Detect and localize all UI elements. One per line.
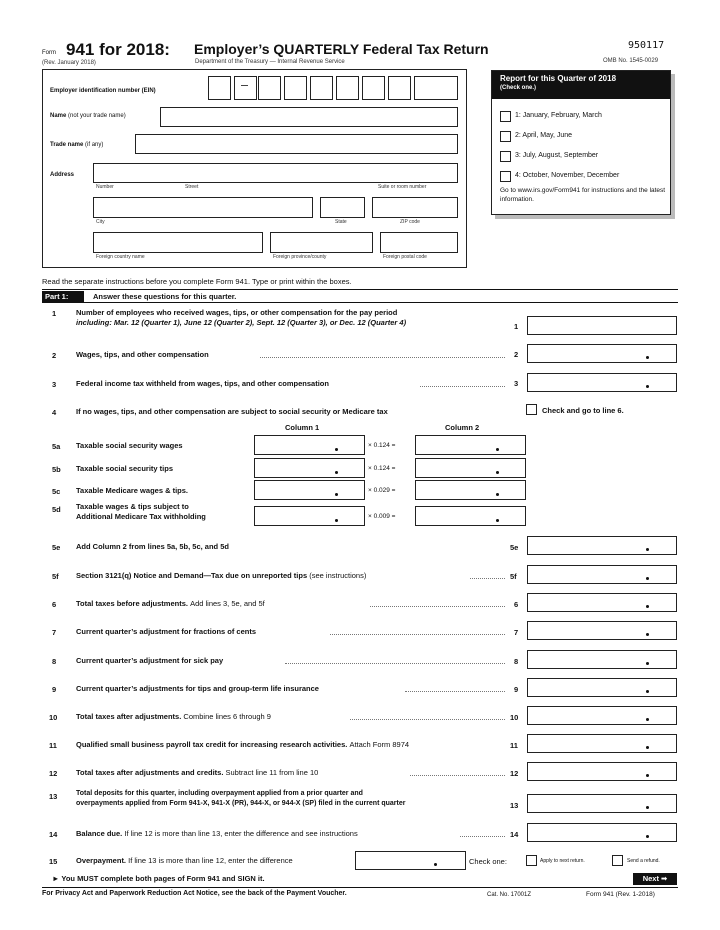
line-14-number: 14	[49, 830, 58, 839]
line-5c-col2-field[interactable]	[415, 480, 526, 500]
line-5d-col2-field[interactable]	[415, 506, 526, 526]
line-5a-text: Taxable social security wages	[76, 441, 183, 450]
form-reference: Form 941 (Rev. 1-2018)	[586, 891, 655, 898]
line-11-field[interactable]	[527, 734, 677, 753]
line-1-text-a: Number of employees who received wages, tips, or other compensation for the pay period	[76, 308, 398, 317]
ein-digit-9[interactable]	[414, 76, 458, 100]
column-2-heading: Column 2	[445, 423, 480, 432]
line-13-text-b: overpayments applied from Form 941-X, 941-X (PR), 944-X, or 944-X (SP) filed in the current quarter	[76, 800, 406, 807]
send-refund-checkbox[interactable]	[612, 855, 623, 866]
form-revision: (Rev. January 2018)	[42, 60, 96, 66]
suite-caption: Suite or room number	[378, 184, 427, 190]
column-1-heading: Column 1	[285, 423, 320, 432]
line-9-text: Current quarter’s adjustments for tips and group-term life insurance	[76, 684, 319, 693]
line-5d-text	[76, 502, 206, 522]
line-2-text: Wages, tips, and other compensation	[76, 350, 209, 359]
line-2-box-label: 2	[514, 350, 519, 359]
line-1-box-label: 1	[514, 322, 519, 331]
line-5f-leader	[470, 578, 505, 579]
quarter-1-checkbox[interactable]	[500, 111, 511, 122]
line-13-text	[76, 789, 405, 809]
line-12-text-main: Total taxes after adjustments and credits.	[76, 768, 224, 777]
line-12-box-label: 12	[510, 769, 519, 778]
quarter-title: Report for this Quarter of 2018	[500, 74, 617, 83]
line-5f-number: 5f	[52, 572, 59, 581]
line-7-text: Current quarter’s adjustment for fractions of cents	[76, 627, 257, 636]
line-12-text	[76, 768, 318, 778]
line-12-number: 12	[49, 769, 58, 778]
apply-next-return-label: Apply to next return.	[540, 858, 585, 864]
footer-rule	[42, 887, 678, 888]
ein-digit-3[interactable]	[258, 76, 281, 100]
line-5c-text: Taxable Medicare wages & tips.	[76, 486, 188, 495]
line-8-field[interactable]	[527, 650, 677, 669]
number-caption: Number	[96, 184, 114, 190]
foreign-country-caption: Foreign country name	[96, 254, 145, 260]
line-3-text: Federal income tax withheld from wages, tips, and other compensation	[76, 379, 329, 388]
name-hint: (not your trade name)	[68, 113, 126, 119]
privacy-notice: For Privacy Act and Paperwork Reduction Act Notice, see the back of the Payment Voucher.	[42, 890, 347, 897]
quarter-subtitle: (Check one.)	[500, 85, 537, 91]
line-6-hint: Add lines 3, 5e, and 5f	[190, 599, 265, 608]
line-6-box-label: 6	[514, 600, 519, 609]
part1-tag: Part 1:	[42, 291, 84, 302]
line-13-field[interactable]	[527, 794, 677, 813]
quarter-2-label: 2: April, May, June	[515, 132, 573, 139]
line-5f-text	[76, 571, 366, 581]
line-3-number: 3	[52, 380, 57, 389]
line-11-text-main: Qualified small business payroll tax credit for increasing research activities.	[76, 740, 348, 749]
address-street-field[interactable]	[93, 163, 458, 183]
line-8-text: Current quarter’s adjustment for sick pay	[76, 656, 224, 665]
instructions-text: Read the separate instructions before you complete Form 941. Type or print within the boxes.	[42, 277, 352, 286]
trade-name-field[interactable]	[135, 134, 458, 154]
line-11-text	[76, 740, 409, 750]
line-12-hint: Subtract line 11 from line 10	[225, 768, 319, 777]
line-5b-col1-field[interactable]	[254, 458, 365, 478]
line-5a-col2-field[interactable]	[415, 435, 526, 455]
city-caption: City	[96, 219, 105, 225]
line-5f-field[interactable]	[527, 565, 677, 584]
line-7-box-label: 7	[514, 628, 519, 637]
line-1-text-b: including: Mar. 12 (Quarter 1), June 12 (Quarter 2), Sept. 12 (Quarter 3), or Dec. 12 (Quarter 4)	[76, 318, 407, 327]
form-word: Form	[42, 50, 56, 56]
line-14-hint: If line 12 is more than line 13, enter the difference and see instructions	[124, 829, 358, 838]
line-15-text-main: Overpayment.	[76, 856, 127, 865]
line-9-box-label: 9	[514, 685, 519, 694]
line-5e-text: Add Column 2 from lines 5a, 5b, 5c, and 5d	[76, 542, 229, 551]
ein-dash	[241, 85, 248, 86]
line-5b-number: 5b	[52, 465, 61, 474]
line-14-field[interactable]	[527, 823, 677, 842]
state-caption: State	[335, 219, 347, 225]
line-5d-text-b: Additional Medicare Tax withholding	[76, 512, 206, 521]
trade-name-label: Trade name	[50, 142, 84, 148]
trade-name-hint: (if any)	[85, 142, 104, 148]
line-5b-col2-field[interactable]	[415, 458, 526, 478]
line-9-number: 9	[52, 685, 57, 694]
line-6-text-main: Total taxes before adjustments.	[76, 599, 188, 608]
form-title: Employer’s QUARTERLY Federal Tax Return	[194, 41, 489, 57]
line-8-number: 8	[52, 657, 57, 666]
line-10-text	[76, 712, 271, 722]
ein-digit-8[interactable]	[388, 76, 411, 100]
line-13-box-label: 13	[510, 801, 519, 810]
line-4-checkbox[interactable]	[526, 404, 537, 415]
address-label: Address	[50, 172, 75, 178]
line-5d-multiplier: × 0.009 =	[368, 513, 396, 520]
ein-digit-1[interactable]	[208, 76, 231, 100]
line-6-number: 6	[52, 600, 57, 609]
line-12-leader	[410, 775, 505, 776]
line-13-text-a: Total deposits for this quarter, including overpayment applied from a prior quarter and	[76, 790, 363, 797]
line-15-field[interactable]	[355, 851, 466, 870]
line-2-number: 2	[52, 351, 57, 360]
line-1-text	[76, 308, 406, 328]
quarter-3-label: 3: July, August, September	[515, 152, 599, 159]
ein-digit-2[interactable]	[234, 76, 257, 100]
line-5f-text-main: Section 3121(q) Notice and Demand—Tax due on unreported tips	[76, 571, 308, 580]
line-1-field[interactable]	[527, 316, 677, 335]
line-6-field[interactable]	[527, 593, 677, 612]
line-5d-col1-field[interactable]	[254, 506, 365, 526]
ein-digit-7[interactable]	[362, 76, 385, 100]
line-3-leader	[420, 386, 505, 387]
apply-next-return-checkbox[interactable]	[526, 855, 537, 866]
line-5d-number: 5d	[52, 505, 61, 514]
line-5b-text: Taxable social security tips	[76, 464, 173, 473]
zip-caption: ZIP code	[400, 219, 420, 225]
line-11-box-label: 11	[510, 741, 518, 750]
line-7-field[interactable]	[527, 621, 677, 640]
part1-rule	[42, 289, 678, 290]
foreign-postal-caption: Foreign postal code	[383, 254, 427, 260]
state-field[interactable]	[320, 197, 365, 218]
line-10-leader	[350, 719, 505, 720]
quarter-note: Go to www.irs.gov/Form941 for instructions and the latest information.	[500, 187, 666, 203]
ein-digit-5[interactable]	[310, 76, 333, 100]
line-11-number: 11	[49, 741, 57, 750]
send-refund-label: Send a refund.	[627, 858, 660, 864]
trade-label-group	[50, 142, 103, 148]
line-1-number: 1	[52, 309, 57, 318]
city-field[interactable]	[93, 197, 313, 218]
foreign-province-caption: Foreign province/county	[273, 254, 327, 260]
quarter-1-label: 1: January, February, March	[515, 112, 602, 119]
part1-title: Answer these questions for this quarter.	[93, 292, 237, 301]
foreign-country-field[interactable]	[93, 232, 263, 253]
line-10-field[interactable]	[527, 706, 677, 725]
line-5c-number: 5c	[52, 487, 61, 496]
line-14-box-label: 14	[510, 830, 519, 839]
line-11-hint: Attach Form 8974	[349, 740, 410, 749]
quarter-4-checkbox[interactable]	[500, 171, 511, 182]
name-field[interactable]	[160, 107, 458, 127]
line-2-field[interactable]	[527, 344, 677, 363]
line-2-leader	[260, 357, 505, 358]
zip-field[interactable]	[372, 197, 458, 218]
line-5a-col1-field[interactable]	[254, 435, 365, 455]
quarter-2-checkbox[interactable]	[500, 131, 511, 142]
line-5c-multiplier: × 0.029 =	[368, 487, 396, 494]
part1-bottom-rule	[42, 302, 678, 303]
line-15-text	[76, 856, 293, 866]
line-5a-multiplier: × 0.124 =	[368, 442, 396, 449]
line-7-number: 7	[52, 628, 57, 637]
line-15-number: 15	[49, 857, 58, 866]
line-14-text-main: Balance due.	[76, 829, 123, 838]
line-5b-multiplier: × 0.124 =	[368, 465, 396, 472]
line-5e-field[interactable]	[527, 536, 677, 555]
line-4-text: If no wages, tips, and other compensation are subject to social security or Medicare tax	[76, 407, 388, 416]
line-15-check-one: Check one:	[469, 857, 507, 866]
line-14-text	[76, 829, 358, 839]
line-9-leader	[405, 691, 505, 692]
line-5a-number: 5a	[52, 442, 61, 451]
catalog-number: Cat. No. 17001Z	[487, 892, 532, 898]
line-10-hint: Combine lines 6 through 9	[183, 712, 271, 721]
form-code: 950117	[628, 40, 665, 51]
line-8-leader	[285, 663, 505, 664]
foreign-province-field[interactable]	[270, 232, 373, 253]
form-number: 941 for 2018:	[66, 40, 170, 59]
quarter-header	[492, 71, 670, 99]
quarter-3-checkbox[interactable]	[500, 151, 511, 162]
next-button[interactable]: Next ➡	[633, 873, 677, 885]
name-label: Name	[50, 113, 67, 119]
line-5e-number: 5e	[52, 543, 61, 552]
line-9-field[interactable]	[527, 678, 677, 697]
line-5e-box-label: 5e	[510, 543, 519, 552]
line-12-field[interactable]	[527, 762, 677, 781]
line-6-leader	[370, 606, 505, 607]
department: Department of the Treasury — Internal Revenue Service	[195, 59, 345, 65]
name-label-group	[50, 113, 126, 119]
line-6-text	[76, 599, 265, 609]
line-10-text-main: Total taxes after adjustments.	[76, 712, 182, 721]
line-13-number: 13	[49, 792, 58, 801]
quarter-4-label: 4: October, November, December	[515, 172, 620, 179]
line-5c-col1-field[interactable]	[254, 480, 365, 500]
must-complete-note: ► You MUST complete both pages of Form 941 and SIGN it.	[52, 874, 265, 883]
omb-number: OMB No. 1545-0029	[603, 58, 659, 64]
line-5f-hint: (see instructions)	[309, 571, 367, 580]
line-3-box-label: 3	[514, 379, 519, 388]
line-4-check-label: Check and go to line 6.	[542, 406, 624, 415]
ein-digit-4[interactable]	[284, 76, 307, 100]
foreign-postal-field[interactable]	[380, 232, 458, 253]
ein-label: Employer identification number (EIN)	[50, 88, 156, 94]
line-4-number: 4	[52, 408, 57, 417]
line-15-hint: If line 13 is more than line 12, enter the difference	[128, 856, 293, 865]
line-5d-text-a: Taxable wages & tips subject to	[76, 502, 189, 511]
line-3-field[interactable]	[527, 373, 677, 392]
line-14-leader	[460, 836, 505, 837]
line-7-leader	[330, 634, 505, 635]
line-10-number: 10	[49, 713, 58, 722]
ein-digit-6[interactable]	[336, 76, 359, 100]
street-caption: Street	[185, 184, 199, 190]
line-5f-box-label: 5f	[510, 572, 517, 581]
line-8-box-label: 8	[514, 657, 519, 666]
line-10-box-label: 10	[510, 713, 519, 722]
